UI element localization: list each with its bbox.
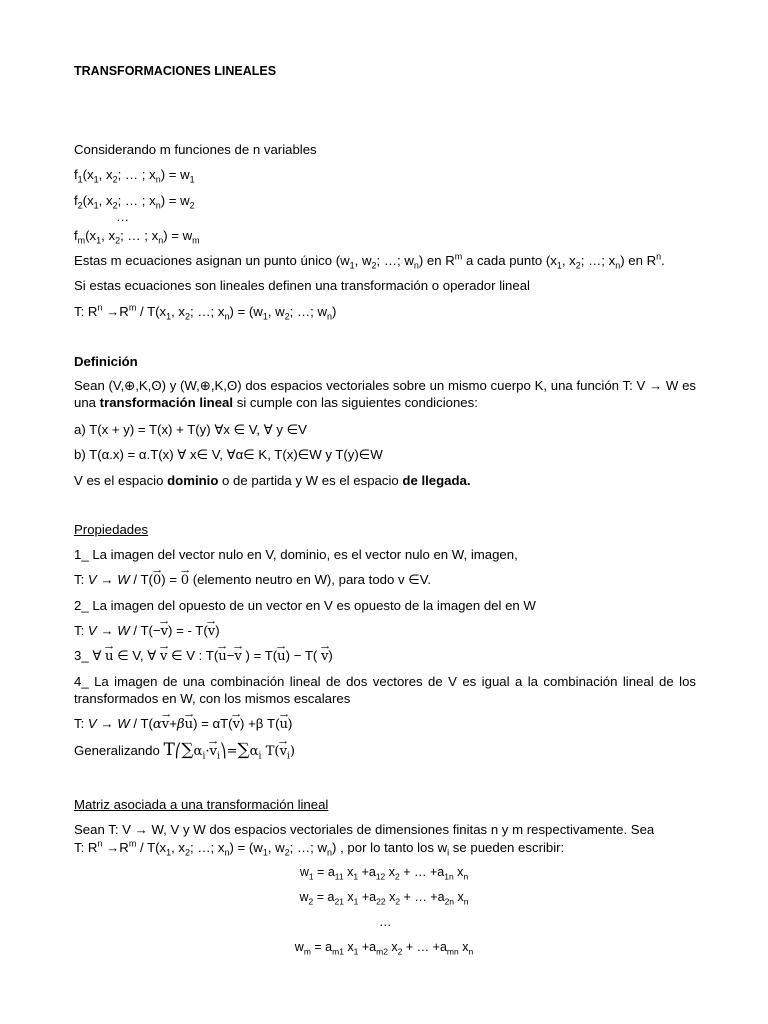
equation-fm: $f_m(x_1$, $x_2$; … ; $x_n) = w_m$ xyxy=(74,228,200,246)
matriz-paragraph-line2: T: $R^n \to R^m / T(x_1$, $x_2$; …; $x_n) = (w_1$, $w_2$; …; $w_n$) , por lo tanto los $w_i$ se pueden escribir: xyxy=(74,838,565,858)
domain-sentence: V es el espacio dominio o de partida y W es el espacio de llegada. xyxy=(74,473,471,488)
generalization-formula: Generalizando $T⎛\sum\alpha_i\cdot\to$ $v_i⎞=\sum\alpha_i$ $T(\to v_i)$ xyxy=(74,742,295,760)
ellipsis: … xyxy=(116,209,130,224)
property-3: 3_ ∀ → u ∈ V, ∀ → v ∈ V : T(→ u−→ v ) = T(→ u) − T( → v) xyxy=(74,647,333,665)
property-2-formula: T: V → W / T(−→ v) = - T(→ v) xyxy=(74,622,220,640)
property-1: 1_ La imagen del vector nulo en V, dominio, es el vector nulo en W, imagen, xyxy=(74,547,518,562)
definicion-heading: Definición xyxy=(74,354,138,369)
property-2: 2_ La imagen del opuesto de un vector en V es opuesto de la imagen del en W xyxy=(74,598,536,613)
matrix-equation-1: $w_1 = a_{11}$ $x_1 +a_{12}$ $x_2$ + … $+a_{1n}$ $x_n$ xyxy=(299,865,469,882)
condition-a: a) T(x + y) = T(x) + T(y) ∀x ∈ V, ∀ y ∈V xyxy=(74,422,307,437)
intro-text: Considerando m funciones de n variables xyxy=(74,142,317,157)
equation-f2: $f_2(x_1$, $x_2$; … ; $x_n) = w_2$ xyxy=(74,193,195,211)
assign-sentence: Estas m ecuaciones asignan un punto único ($w_1$, $w_2$; …; $w_n$) en $R^m$ a cada punto ($x_1$, $x_2$; …; $x_n$) en $R^n$. xyxy=(74,251,665,271)
linear-sentence: Si estas ecuaciones son lineales definen una transformación o operador lineal xyxy=(74,278,530,293)
matrix-equation-m: $w_m = a_{m1}$ $x_1 +a_{m2}$ $x_2$ + … $+a_{mn}$ $x_n$ xyxy=(294,940,474,957)
propiedades-heading: Propiedades xyxy=(74,522,149,537)
mapping-definition: T: $R^n \to R^m / T(x_1$, $x_2$; …; $x_n) = (w_1$, $w_2$; …; $w_n$) xyxy=(74,302,337,322)
definicion-paragraph: Sean (V,⊕,K,ʘ) y (W,⊕,K,ʘ) dos espacios vectoriales sobre un mismo cuerpo K, una función T: V → W es una transformación lineal si cumple con las siguientes condiciones: xyxy=(74,378,696,410)
matrix-ellipsis: … xyxy=(379,915,392,929)
matriz-heading: Matriz asociada a una transformación lineal xyxy=(74,797,329,812)
property-4-formula: T: V → W / T(α→ v+β→ u) = αT(→ v) +β T(→ u) xyxy=(74,715,292,733)
condition-b: b) T(α.x) = α.T(x) ∀ x∈ V, ∀α∈ K, T(x)∈W y T(y)∈W xyxy=(74,447,383,462)
matriz-paragraph-line1: Sean T: V → W, V y W dos espacios vectoriales de dimensiones finitas n y m respectivamente. Sea xyxy=(74,822,655,837)
property-4: 4_ La imagen de una combinación lineal de dos vectores de V es igual a la combinación lineal de los transformados en W, con los mismos escalares xyxy=(74,674,696,706)
matrix-equation-2: $w_2 = a_{21}$ $x_1 +a_{22}$ $x_2$ + … $+a_{2n}$ $x_n$ xyxy=(299,890,469,907)
document-title: TRANSFORMACIONES LINEALES xyxy=(74,64,277,78)
property-1-formula: T: V → W / T(→ 0) = → 0 (elemento neutro en W), para todo v ∈V. xyxy=(74,571,431,589)
equation-f1: $f_1(x_1$, $x_2$; … ; $x_n) = w_1$ xyxy=(74,167,195,185)
